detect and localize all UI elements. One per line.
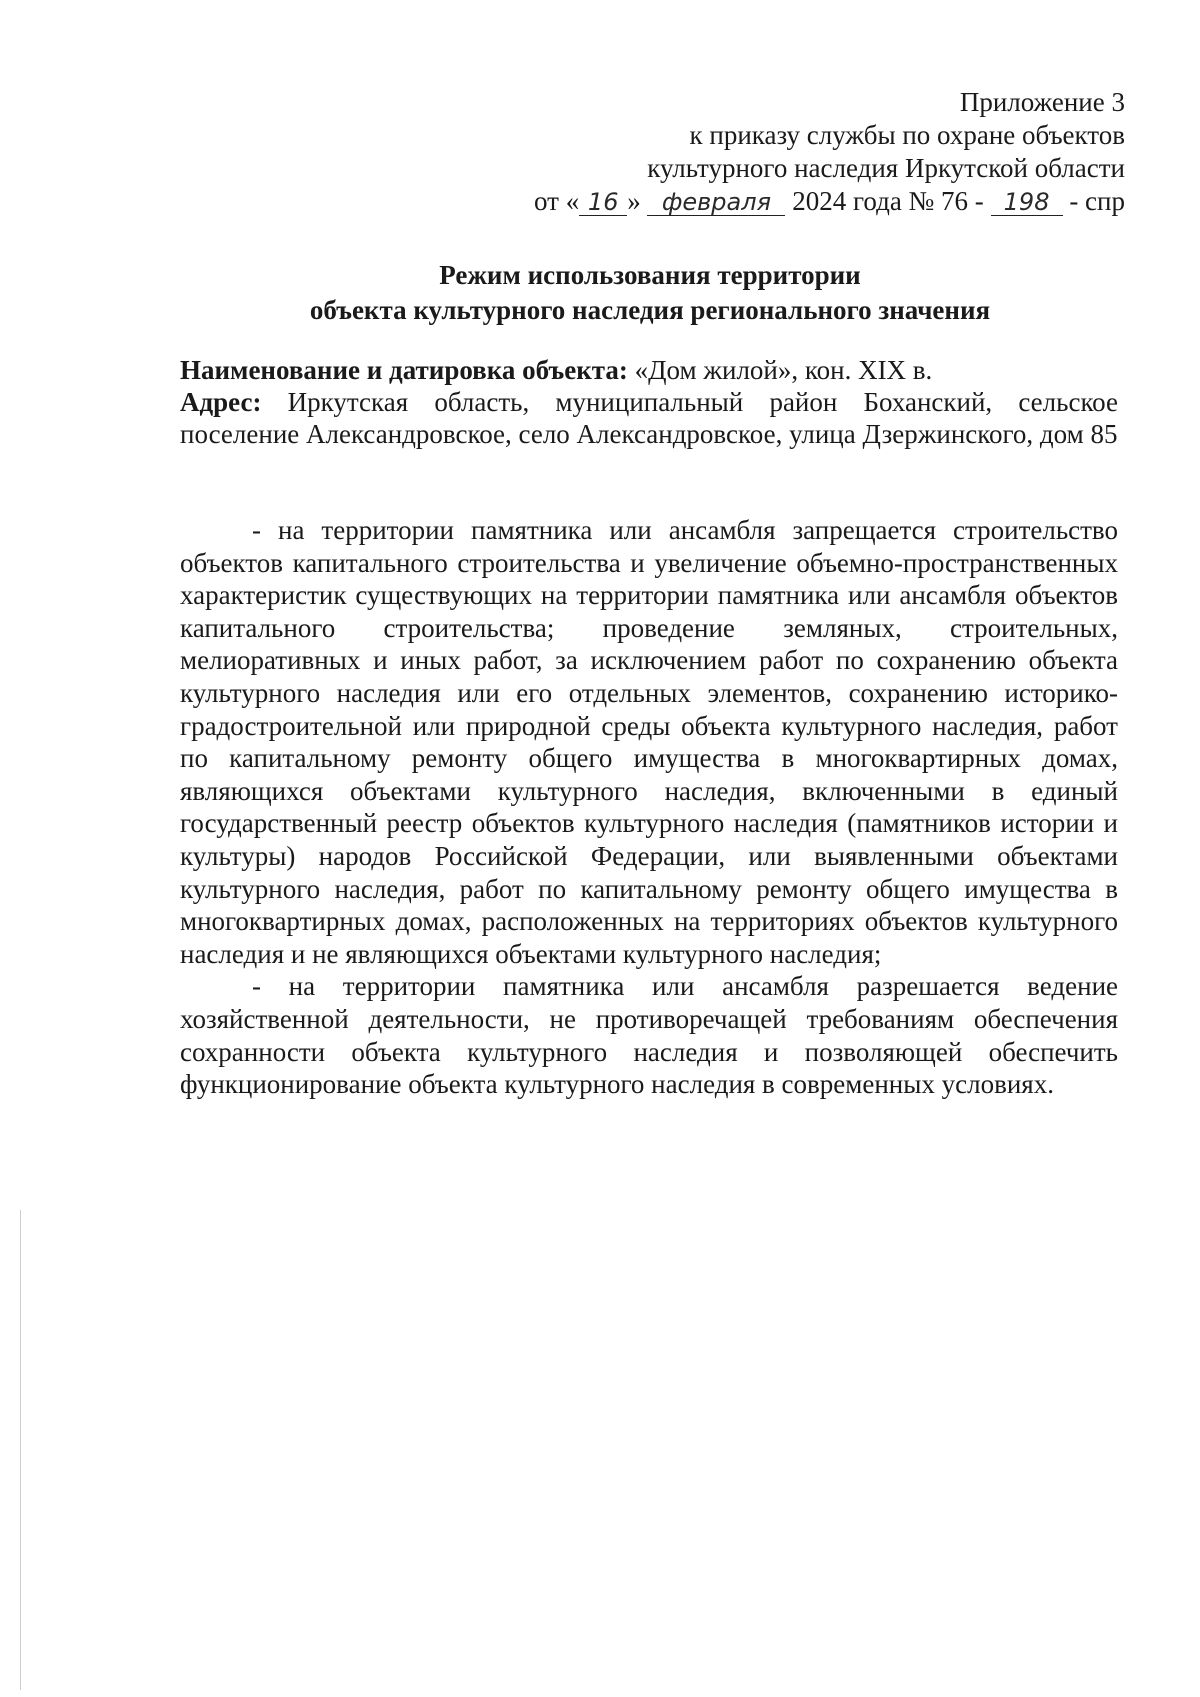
object-name-label: Наименование и датировка объекта: [180,355,628,385]
document-title [180,258,1120,328]
object-address-label: Адрес: [180,387,262,417]
handwritten-day: 16 [579,189,627,216]
date-prefix: от « [534,186,580,216]
object-address-value: Иркутская область, муниципальный район Боханский, сельское поселение Александровское, село Александровское, улица Дзержинского, дом 85 [180,387,1118,449]
year-and-order-prefix: 2024 года № 76 - [792,186,984,216]
order-reference-line-2: культурного наследия Иркутской области [647,153,1125,183]
title-line-2: объекта культурного наследия регионального значения [309,295,991,325]
order-reference-line-1: к приказу службы по охране объектов [689,120,1125,150]
handwritten-order-number: 198 [991,189,1063,216]
scan-edge-line [20,1210,21,1690]
object-address-row [180,386,1118,450]
permissions-paragraph: - на территории памятника или ансамбля разрешается ведение хозяйственной деятельности, не противоречащей требованиям обеспечения сохранности объекта культурного наследия и позволяющей обеспечить функционирование объекта культурного наследия в современных условиях. [180,971,1118,1100]
date-quote-close: » [627,186,641,216]
object-name-value: «Дом жилой», кон. XIX в. [634,355,933,385]
order-date-line [534,185,1125,218]
object-name-row [180,354,1118,386]
handwritten-month: февраля [647,189,785,216]
usage-regime-text [180,514,1118,1101]
appendix-header [534,86,1125,218]
prohibitions-paragraph: - на территории памятника или ансамбля запрещается строительство объектов капитального строительства и увеличение объемно-пространственных характеристик существующих на территории памятника или ансамбля объектов капитального строительства; проведение земляных, строительных, мелиоративных и иных работ, за исключением работ по сохранению объекта культурного наследия или его отдельных элементов, сохранению историко-градостроительной или природной среды объекта культурного наследия, работ по капитальному ремонту общего имущества в многоквартирных домах, являющихся объектами культурного наследия, включенными в единый государственный реестр объектов культурного наследия (памятников истории и культуры) народов Российской Федерации, или выявленными объектами культурного наследия, работ по капитальному ремонту общего имущества в многоквартирных домах, расположенных на территориях объектов культурного наследия и не являющихся объектами культурного наследия; [180,515,1118,969]
title-line-1: Режим использования территории [439,260,861,290]
appendix-number: Приложение 3 [959,87,1125,117]
order-suffix: - спр [1069,186,1125,216]
object-details [180,354,1118,450]
